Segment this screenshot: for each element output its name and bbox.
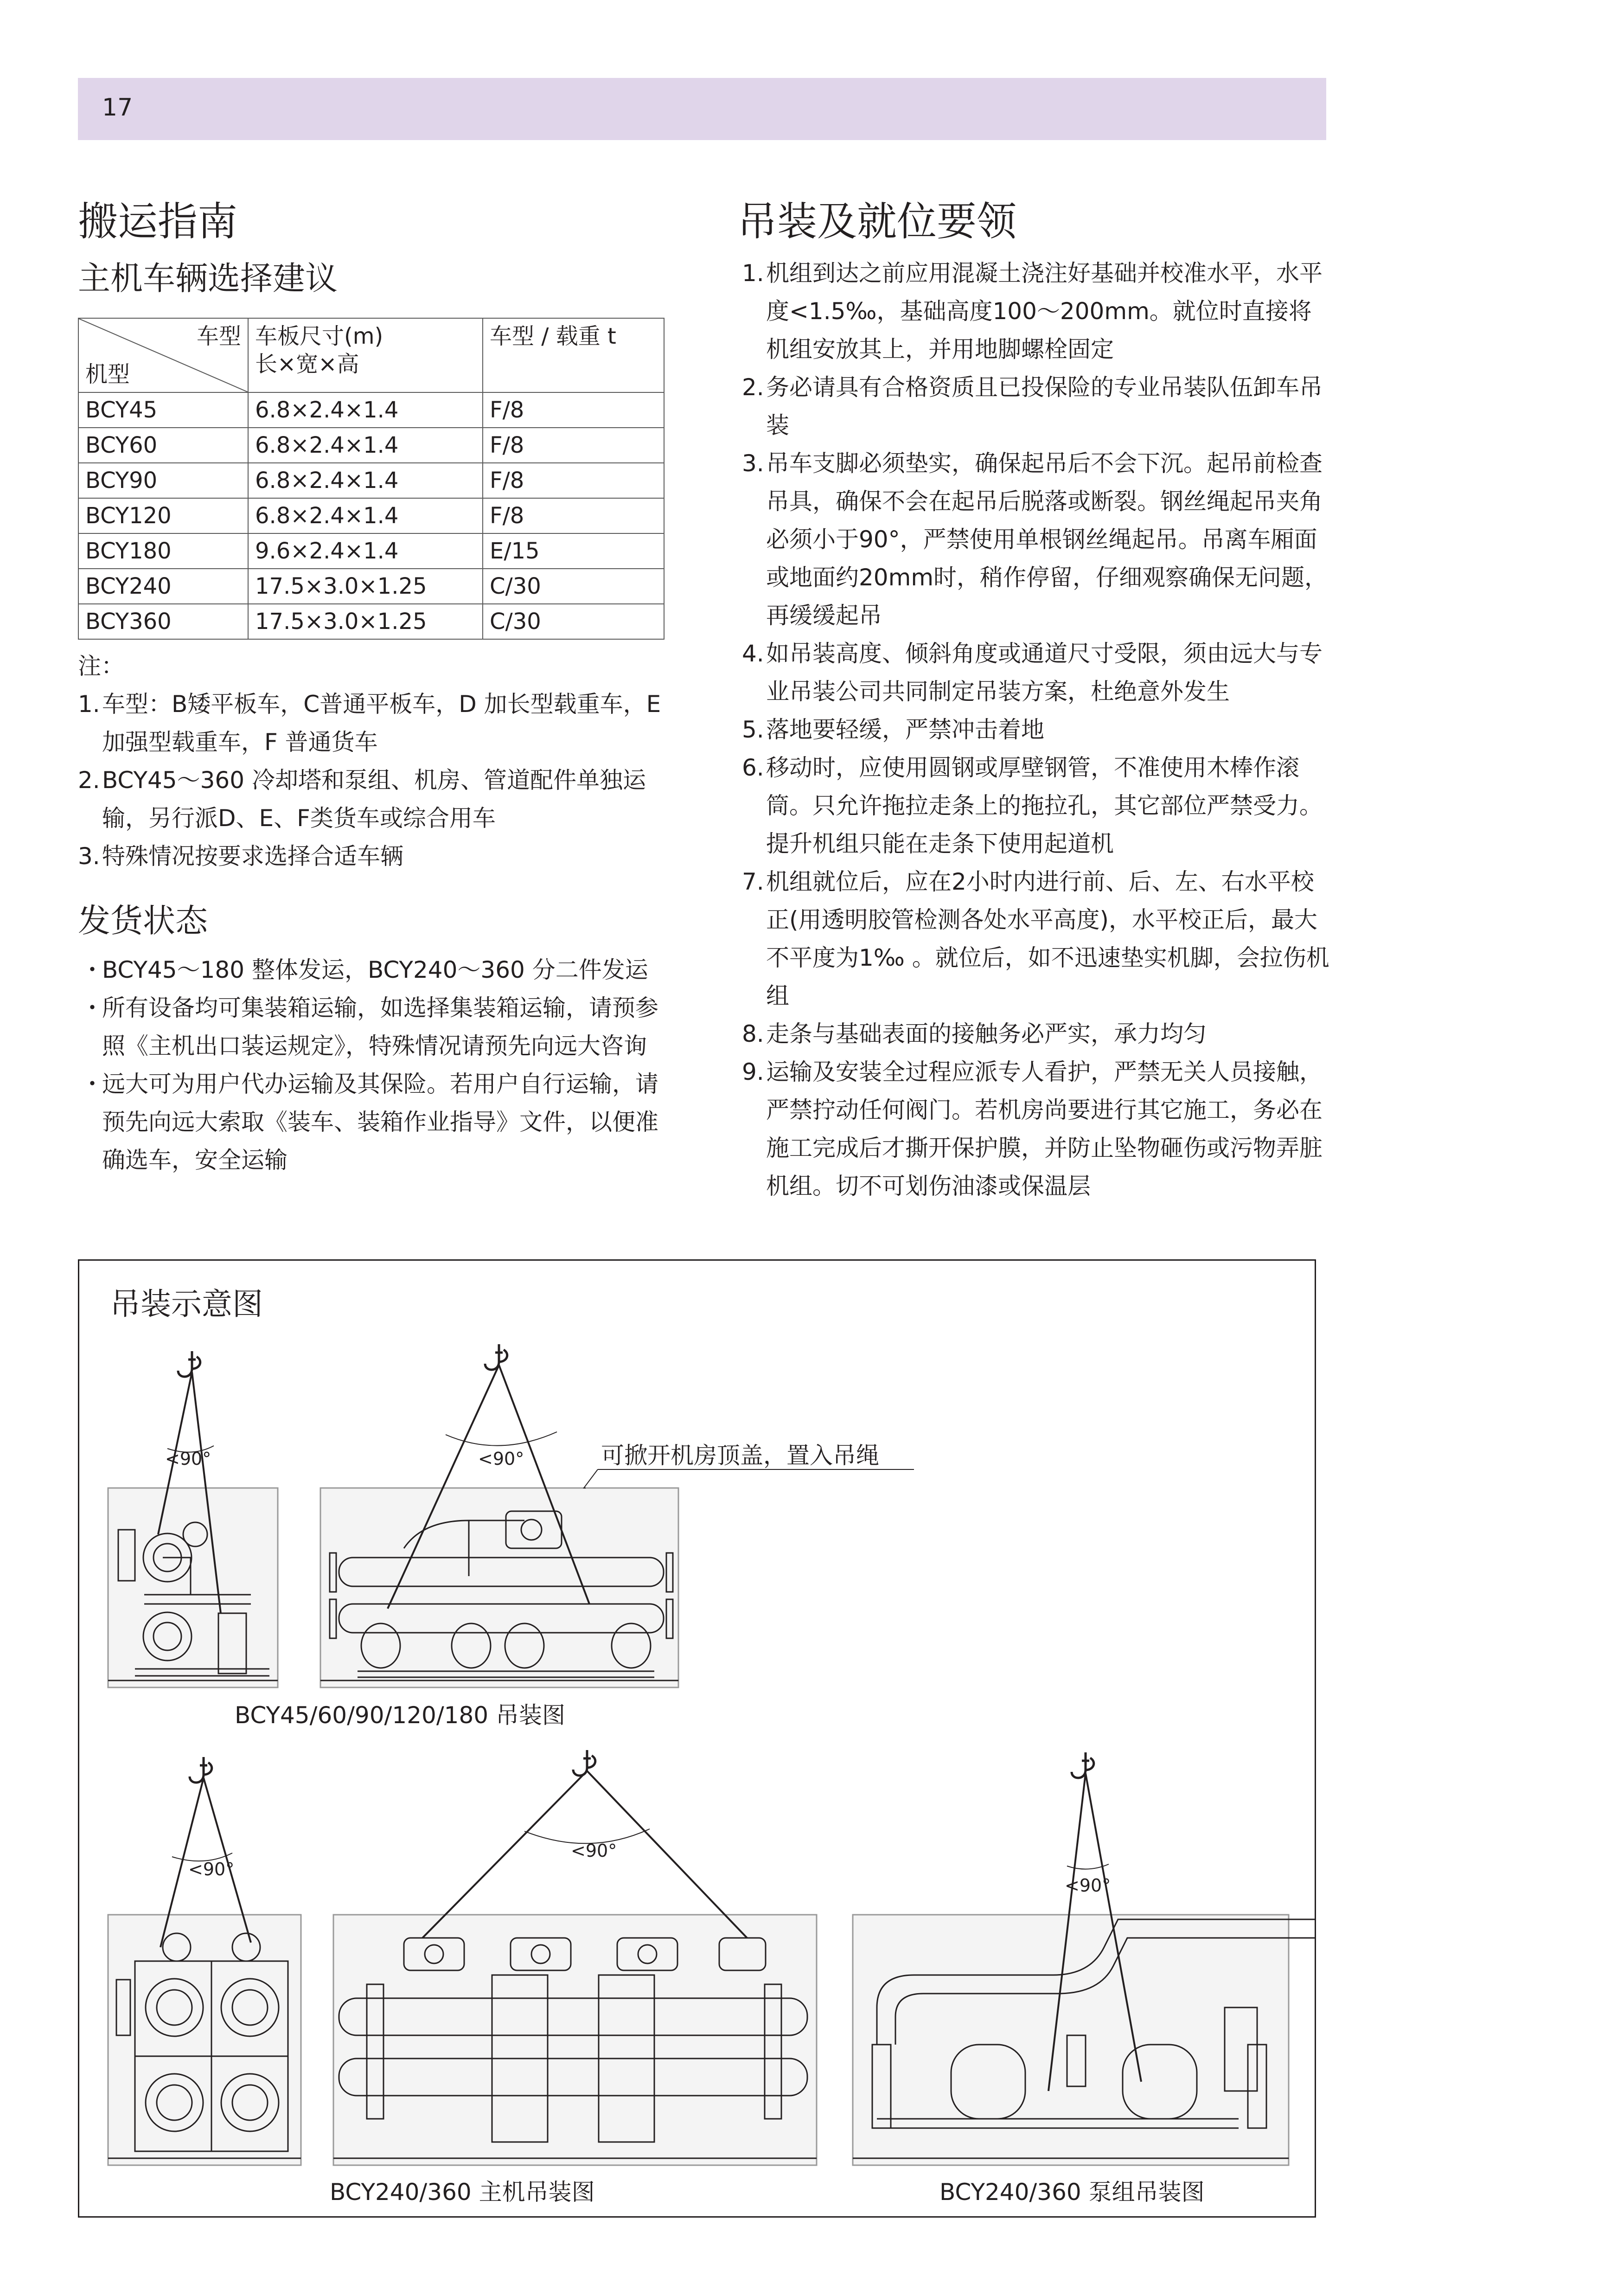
- cell-model: BCY360: [78, 604, 248, 639]
- list-item: [742, 635, 1331, 711]
- angle-label: <90°: [478, 1449, 524, 1469]
- lifting-instructions: [742, 254, 1331, 1205]
- hook-icon: [485, 1344, 507, 1370]
- caption-pump-unit: BCY240/360 泵组吊装图: [939, 2179, 1205, 2206]
- bullet: ・: [81, 956, 104, 983]
- cell-size: 6.8×2.4×1.4: [248, 463, 483, 498]
- cell-size: 17.5×3.0×1.25: [248, 569, 483, 604]
- list-item: [742, 1015, 1331, 1053]
- transport-guide-title: 搬运指南: [78, 199, 237, 245]
- item-number: 5.: [742, 716, 764, 743]
- hook-icon: [1072, 1752, 1094, 1778]
- cell-type: C/30: [483, 604, 664, 639]
- callout-leader: [584, 1469, 598, 1488]
- page-number: 17: [102, 94, 133, 122]
- table-row: [78, 569, 664, 604]
- item-text: 务必请具有合格资质且已投保险的专业吊装队伍卸车吊装: [766, 374, 1323, 439]
- corner-model-label: 机型: [85, 361, 130, 387]
- angle-label: <90°: [165, 1449, 211, 1469]
- table-row: [78, 498, 664, 533]
- shipping-text: 所有设备均可集装箱运输，如选择集装箱运输，请预参照《主机出口装运规定》，特殊情况请预先向远大咨询: [102, 994, 658, 1059]
- item-text: 走条与基础表面的接触务必严实，承力均匀: [766, 1020, 1207, 1047]
- item-number: 9.: [742, 1058, 764, 1085]
- item-text: 机组到达之前应用混凝土浇注好基础并校准水平，水平度<1.5‰，基础高度100～200mm。就位时直接将机组安放其上，并用地脚螺栓固定: [766, 260, 1323, 363]
- item-text: 吊车支脚必须垫实，确保起吊后不会下沉。起吊前检查吊具，确保不会在起吊后脱落或断裂。钢丝绳起吊夹角必须小于90°，严禁使用单根钢丝绳起吊。吊离车厢面或地面约20mm时，稍作停留，仔细观察确保无问题，再缓缓起吊: [766, 450, 1328, 629]
- list-item: [742, 863, 1331, 1015]
- list-item: [742, 368, 1331, 444]
- pump-unit-drawing: [853, 1915, 1315, 2165]
- item-number: 2.: [742, 374, 764, 401]
- header-board-size: [248, 318, 483, 392]
- angle-label: <90°: [1065, 1875, 1111, 1896]
- table-notes: [78, 647, 681, 875]
- cell-size: 6.8×2.4×1.4: [248, 498, 483, 533]
- table-row: [78, 463, 664, 498]
- hook-icon: [190, 1757, 212, 1783]
- list-item: [78, 1065, 681, 1179]
- item-number: 8.: [742, 1020, 764, 1047]
- caption-small-units: BCY45/60/90/120/180 吊装图: [235, 1702, 566, 1729]
- lifting-guide-title: 吊装及就位要领: [737, 199, 1016, 245]
- medium-unit-drawing: [320, 1488, 678, 1687]
- cell-size: 9.6×2.4×1.4: [248, 533, 483, 569]
- cell-type: F/8: [483, 392, 664, 428]
- item-text: 运输及安装全过程应派专人看护，严禁无关人员接触，严禁拧动任何阀门。若机房尚要进行其它施工，务必在施工完成后才撕开保护膜，并防止坠物砸伤或污物弄脏机组。切不可划伤油漆或保温层: [766, 1058, 1323, 1199]
- vehicle-section-title: 主机车辆选择建议: [78, 259, 338, 297]
- list-item: [78, 989, 681, 1065]
- item-number: 7.: [742, 868, 764, 895]
- shipping-text: BCY45～180 整体发运，BCY240～360 分二件发运: [102, 956, 648, 983]
- header-board-size-line2: 长×宽×高: [255, 351, 359, 377]
- item-number: 3.: [742, 450, 764, 477]
- bullet: ・: [81, 1071, 104, 1097]
- list-item: [78, 951, 681, 989]
- note-item: [78, 761, 681, 837]
- small-unit-drawing: [108, 1488, 278, 1687]
- table-row: [78, 392, 664, 428]
- table-row: [78, 533, 664, 569]
- bullet: ・: [81, 994, 104, 1021]
- table-row: [78, 428, 664, 463]
- item-text: 机组就位后，应在2小时内进行前、后、左、右水平校正(用透明胶管检测各处水平高度)，水平校正后，最大不平度为1‰ 。就位后，如不迅速垫实机脚，会拉伤机组: [766, 868, 1329, 1009]
- notes-label: 注：: [78, 653, 124, 680]
- list-item: [742, 711, 1331, 749]
- corner-vehicle-label: 车型: [196, 323, 241, 349]
- hook-icon: [178, 1351, 200, 1377]
- table-row: [78, 604, 664, 639]
- item-text: 落地要轻缓，严禁冲击着地: [766, 716, 1044, 743]
- shipping-list: [78, 951, 681, 1179]
- cell-type: F/8: [483, 498, 664, 533]
- cell-type: F/8: [483, 428, 664, 463]
- square-unit-drawing: [108, 1915, 301, 2165]
- list-item: [742, 749, 1331, 863]
- note-text: 特殊情况按要求选择合适车辆: [102, 843, 403, 870]
- item-number: 4.: [742, 640, 764, 667]
- vehicle-table: [78, 318, 665, 640]
- list-item: [742, 1053, 1331, 1205]
- item-number: 1.: [742, 260, 764, 287]
- cell-size: 17.5×3.0×1.25: [248, 604, 483, 639]
- note-number: 2.: [78, 767, 100, 794]
- cell-model: BCY45: [78, 392, 248, 428]
- cell-model: BCY180: [78, 533, 248, 569]
- cell-model: BCY60: [78, 428, 248, 463]
- rope-line: [422, 1771, 587, 1938]
- roof-cover-callout: 可掀开机房顶盖，置入吊绳: [601, 1442, 879, 1469]
- lifting-diagram-drawing: [79, 1261, 1315, 2216]
- caption-main-unit: BCY240/360 主机吊装图: [330, 2179, 595, 2206]
- cell-model: BCY90: [78, 463, 248, 498]
- table-corner-cell: [78, 318, 248, 392]
- note-item: [78, 685, 681, 761]
- angle-label: <90°: [188, 1859, 235, 1879]
- lifting-diagram-box: [78, 1259, 1316, 2218]
- note-text: 车型：B矮平板车，C普通平板车，D 加长型载重车，E 加强型载重车，F 普通货车: [102, 691, 661, 756]
- list-item: [742, 254, 1331, 368]
- item-number: 6.: [742, 754, 764, 781]
- cell-size: 6.8×2.4×1.4: [248, 428, 483, 463]
- diagram-title: 吊装示意图: [110, 1286, 263, 1322]
- list-item: [742, 444, 1331, 635]
- header-vehicle-load-text: 车型 / 载重 t: [490, 323, 616, 349]
- cell-type: C/30: [483, 569, 664, 604]
- header-vehicle-load: [483, 318, 664, 392]
- item-text: 如吊装高度、倾斜角度或通道尺寸受限，须由远大与专业吊装公司共同制定吊装方案，杜绝意外发生: [766, 640, 1323, 705]
- note-text: BCY45～360 冷却塔和泵组、机房、管道配件单独运输，另行派D、E、F类货车或综合用车: [102, 767, 646, 832]
- shipping-status-title: 发货状态: [78, 902, 208, 940]
- cell-model: BCY120: [78, 498, 248, 533]
- cell-size: 6.8×2.4×1.4: [248, 392, 483, 428]
- note-number: 1.: [78, 691, 100, 718]
- angle-label: <90°: [571, 1841, 617, 1861]
- cell-type: E/15: [483, 533, 664, 569]
- page-header-band: [78, 78, 1326, 140]
- cell-type: F/8: [483, 463, 664, 498]
- header-board-size-line1: 车板尺寸(m): [255, 323, 383, 349]
- hook-icon: [573, 1750, 595, 1776]
- cell-model: BCY240: [78, 569, 248, 604]
- note-item: [78, 837, 681, 875]
- table-header-row: [78, 318, 664, 392]
- item-text: 移动时，应使用圆钢或厚壁钢管，不准使用木棒作滚筒。只允许拖拉走条上的拖拉孔，其它部位严禁受力。提升机组只能在走条下使用起道机: [766, 754, 1323, 857]
- shipping-text: 远大可为用户代办运输及其保险。若用户自行运输，请预先向远大索取《装车、装箱作业指导》文件，以便准确选车，安全运输: [102, 1071, 658, 1174]
- note-number: 3.: [78, 843, 100, 870]
- long-unit-drawing: [333, 1915, 817, 2165]
